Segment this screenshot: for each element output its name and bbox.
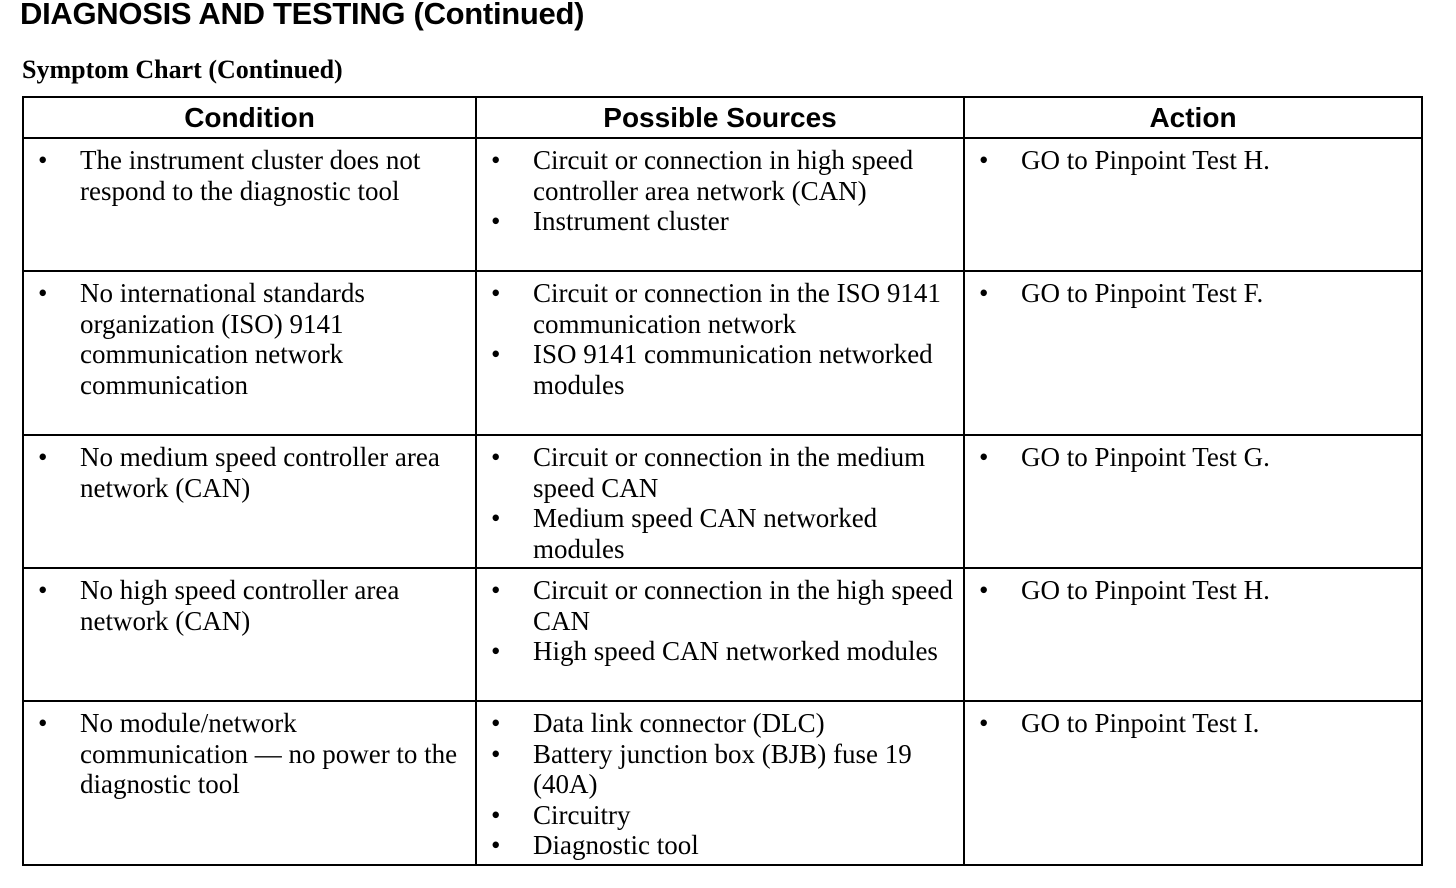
list-item bbox=[965, 278, 1421, 309]
action-text: GO to Pinpoint Test I. bbox=[1021, 708, 1260, 738]
column-header-possible-sources: Possible Sources bbox=[476, 97, 964, 138]
table-header-row bbox=[23, 97, 1422, 138]
condition-cell bbox=[23, 138, 476, 271]
list-item bbox=[965, 575, 1421, 606]
page-title: DIAGNOSIS AND TESTING (Continued) bbox=[20, 0, 585, 31]
bullet-icon: • bbox=[491, 575, 501, 605]
list-item bbox=[477, 708, 963, 739]
bullet-icon: • bbox=[491, 206, 501, 236]
source-text: Data link connector (DLC) bbox=[533, 708, 825, 738]
list-item bbox=[965, 708, 1421, 739]
table-row bbox=[23, 435, 1422, 568]
list-item bbox=[24, 708, 475, 800]
source-text: Circuit or connection in the high speed CAN bbox=[533, 575, 953, 636]
list-item bbox=[24, 575, 475, 636]
list-item bbox=[477, 442, 963, 503]
list-item bbox=[477, 830, 963, 861]
sources-cell bbox=[476, 271, 964, 435]
source-text: Circuit or connection in the medium speed CAN bbox=[533, 442, 926, 503]
table-row bbox=[23, 271, 1422, 435]
column-header-condition: Condition bbox=[23, 97, 476, 138]
bullet-icon: • bbox=[491, 503, 501, 533]
bullet-icon: • bbox=[491, 278, 501, 308]
source-text: High speed CAN networked modules bbox=[533, 636, 938, 666]
bullet-icon: • bbox=[38, 278, 48, 308]
bullet-icon: • bbox=[38, 145, 48, 175]
condition-text: No international standards organization (ISO) 9141 communication network communication bbox=[80, 278, 365, 400]
condition-text: No medium speed controller area network (CAN) bbox=[80, 442, 440, 503]
list-item bbox=[477, 503, 963, 564]
bullet-icon: • bbox=[491, 442, 501, 472]
source-text: Circuit or connection in high speed controller area network (CAN) bbox=[533, 145, 914, 206]
bullet-icon: • bbox=[979, 442, 989, 472]
table-row bbox=[23, 138, 1422, 271]
condition-cell bbox=[23, 435, 476, 568]
source-text: ISO 9141 communication networked modules bbox=[533, 339, 933, 400]
bullet-icon: • bbox=[979, 145, 989, 175]
source-text: Circuit or connection in the ISO 9141 communication network bbox=[533, 278, 941, 339]
table-row bbox=[23, 701, 1422, 865]
condition-cell bbox=[23, 271, 476, 435]
bullet-icon: • bbox=[38, 575, 48, 605]
sources-cell bbox=[476, 138, 964, 271]
list-item bbox=[477, 575, 963, 636]
list-item bbox=[24, 278, 475, 400]
source-text: Battery junction box (BJB) fuse 19 (40A) bbox=[533, 738, 912, 799]
action-text: GO to Pinpoint Test G. bbox=[1021, 442, 1270, 472]
action-text: GO to Pinpoint Test F. bbox=[1021, 278, 1264, 308]
bullet-icon: • bbox=[491, 738, 501, 769]
action-text: GO to Pinpoint Test H. bbox=[1021, 145, 1270, 175]
list-item bbox=[24, 442, 475, 503]
bullet-icon: • bbox=[491, 708, 501, 738]
source-text: Instrument cluster bbox=[533, 206, 729, 236]
list-item bbox=[477, 636, 963, 667]
action-cell bbox=[964, 568, 1422, 701]
bullet-icon: • bbox=[491, 339, 501, 369]
symptom-chart-table bbox=[22, 96, 1423, 866]
list-item bbox=[965, 442, 1421, 473]
condition-text: The instrument cluster does not respond to the diagnostic tool bbox=[80, 145, 421, 206]
bullet-icon: • bbox=[979, 278, 989, 308]
condition-text: No high speed controller area network (CAN) bbox=[80, 575, 400, 636]
bullet-icon: • bbox=[491, 830, 501, 860]
bullet-icon: • bbox=[491, 799, 501, 830]
column-header-action: Action bbox=[964, 97, 1422, 138]
list-item bbox=[24, 145, 475, 206]
list-item bbox=[477, 206, 963, 237]
sources-cell bbox=[476, 435, 964, 568]
table-row bbox=[23, 568, 1422, 701]
bullet-icon: • bbox=[979, 575, 989, 605]
list-item bbox=[477, 739, 963, 800]
source-text: Circuitry bbox=[533, 799, 631, 830]
bullet-icon: • bbox=[491, 145, 501, 175]
sources-cell bbox=[476, 568, 964, 701]
condition-text: No module/network communication — no power to the diagnostic tool bbox=[80, 708, 458, 799]
list-item bbox=[477, 800, 963, 831]
condition-cell bbox=[23, 568, 476, 701]
action-cell bbox=[964, 138, 1422, 271]
action-cell bbox=[964, 701, 1422, 865]
action-text: GO to Pinpoint Test H. bbox=[1021, 575, 1270, 605]
list-item bbox=[965, 145, 1421, 176]
source-text: Medium speed CAN networked modules bbox=[533, 503, 878, 564]
bullet-icon: • bbox=[38, 708, 48, 738]
bullet-icon: • bbox=[38, 442, 48, 472]
list-item bbox=[477, 339, 963, 400]
section-subtitle: Symptom Chart (Continued) bbox=[22, 55, 343, 84]
condition-cell bbox=[23, 701, 476, 865]
action-cell bbox=[964, 271, 1422, 435]
bullet-icon: • bbox=[979, 708, 989, 738]
list-item bbox=[477, 145, 963, 206]
bullet-icon: • bbox=[491, 636, 501, 666]
sources-cell bbox=[476, 701, 964, 865]
source-text: Diagnostic tool bbox=[533, 830, 699, 860]
action-cell bbox=[964, 435, 1422, 568]
list-item bbox=[477, 278, 963, 339]
